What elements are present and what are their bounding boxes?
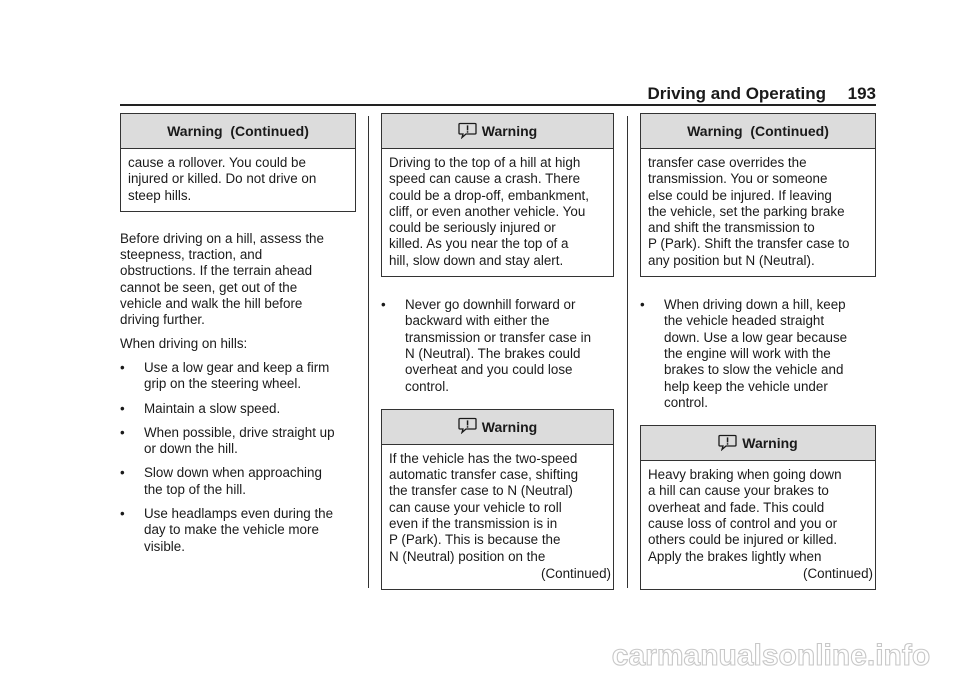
bullet-icon: •: [120, 465, 125, 481]
warning-line: Driving to the top of a hill at high: [389, 155, 581, 170]
warning-heading-text: Warning (Continued): [167, 122, 309, 139]
warning-line: transmission. You or someone: [648, 171, 828, 187]
text-line: driving further.: [120, 312, 205, 328]
text-line: Use headlamps even during the: [144, 506, 334, 522]
warning-box-body: [641, 461, 875, 589]
warning-box-body: [382, 445, 613, 589]
text-line: cannot be seen, get out of the: [120, 279, 298, 295]
warning-box-heading: [382, 410, 613, 445]
warning-line: killed. As you near the top of a: [389, 236, 569, 252]
warning-speech-bubble-icon: [458, 122, 477, 139]
warning-box-heading: [641, 426, 875, 461]
warning-box-continued: [120, 113, 356, 212]
warning-box-heading: [121, 114, 355, 149]
list-item: [120, 401, 356, 417]
list-item: [640, 297, 876, 411]
text-line: help keep the vehicle under: [664, 378, 828, 394]
warning-box-heading: [641, 114, 875, 149]
text-line: transmission or transfer case in: [405, 329, 592, 345]
warning-line: the vehicle, set the parking brake: [648, 203, 845, 219]
text-line: obstructions. If the terrain ahead: [120, 263, 313, 279]
bullet-icon: •: [120, 400, 125, 416]
warning-speech-bubble-icon: [718, 434, 737, 451]
warning-line: automatic transfer case, shifting: [389, 467, 579, 483]
column-divider-1: [368, 116, 369, 588]
list-item: [120, 465, 356, 498]
warning-line: transfer case overrides the: [648, 155, 807, 170]
bullet-icon: •: [640, 297, 645, 313]
warning-box-transfer-case: [381, 409, 614, 590]
warning-box-body: [382, 149, 613, 276]
warning-box-hill-top: [381, 113, 614, 277]
text-line: backward with either the: [405, 313, 550, 329]
column-1: [120, 113, 356, 563]
warning-line: P (Park). This is because the: [389, 532, 561, 548]
list-item: [381, 297, 614, 395]
text-line: Before driving on a hill, assess the: [120, 230, 324, 246]
column-3: [640, 113, 876, 590]
column-divider-2: [627, 116, 628, 588]
column-2: [381, 113, 614, 590]
warning-heading-text: Warning (Continued): [687, 122, 829, 139]
lead-text: When driving on hills:: [120, 335, 248, 351]
text-line: steepness, traction, and: [120, 247, 263, 263]
warning-heading-text: Warning: [481, 122, 538, 139]
warning-speech-bubble-icon: [458, 417, 477, 434]
text-line: Use a low gear and keep a firm: [144, 359, 330, 375]
section-title: Driving and Operating: [647, 84, 826, 103]
warning-line: could be seriously injured or: [389, 220, 556, 236]
warning-line: If the vehicle has the two-speed: [389, 450, 578, 466]
warning-box-heading: [382, 114, 613, 149]
warning-line: and shift the transmission to: [648, 220, 815, 236]
warning-line: hill, slow down and stay alert.: [389, 252, 564, 268]
list-item: [120, 360, 356, 393]
warning-line: cause a rollover. You could be: [128, 155, 306, 170]
warning-line: overheat and fade. This could: [648, 499, 825, 515]
text-line: brakes to slow the vehicle and: [664, 362, 844, 378]
text-line: control.: [405, 378, 449, 394]
text-line: overheat and you could lose: [405, 362, 573, 378]
text-line: Slow down when approaching: [144, 465, 322, 481]
warning-line: Heavy braking when going down: [648, 467, 842, 483]
warning-box-body: [121, 149, 355, 211]
warning-box-body: [641, 149, 875, 276]
warning-line: cliff, or even another vehicle. You: [389, 203, 586, 219]
warning-line: else could be injured. If leaving: [648, 187, 832, 203]
warning-line: Apply the brakes lightly when: [648, 548, 822, 564]
text-line: down. Use a low gear because: [664, 329, 848, 345]
intro-paragraph: [120, 231, 356, 329]
page-number: 193: [847, 84, 876, 103]
text-line: day to make the vehicle more: [144, 522, 319, 538]
list-item: [120, 506, 356, 555]
bullet-icon: •: [120, 359, 125, 375]
text-line: When possible, drive straight up: [144, 424, 335, 440]
text-line: the top of the hill.: [144, 481, 246, 497]
text-line: visible.: [144, 538, 185, 554]
warning-line: could be a drop-off, embankment,: [389, 187, 589, 203]
continued-label: (Continued): [803, 565, 873, 581]
bullet-icon: •: [120, 424, 125, 440]
bullet-icon: •: [120, 506, 125, 522]
warning-line: the transfer case to N (Neutral): [389, 483, 573, 499]
text-line: Maintain a slow speed.: [144, 400, 281, 416]
warning-line: P (Park). Shift the transfer case to: [648, 236, 850, 252]
bullet-icon: •: [381, 297, 386, 313]
text-line: control.: [664, 394, 708, 410]
header-rule: [120, 104, 876, 106]
warning-heading-text: Warning: [742, 435, 798, 451]
text-line: the vehicle headed straight: [664, 313, 825, 329]
text-line: or down the hill.: [144, 441, 238, 457]
text-line: vehicle and walk the hill before: [120, 296, 303, 312]
warning-line: speed can cause a crash. There: [389, 171, 581, 187]
warning-line: any position but N (Neutral).: [648, 252, 815, 268]
warning-line: can cause your vehicle to roll: [389, 499, 562, 515]
warning-box-heavy-braking: [640, 425, 876, 590]
text-line: grip on the steering wheel.: [144, 376, 302, 392]
text-line: When driving down a hill, keep: [664, 297, 846, 313]
warning-line: steep hills.: [128, 187, 192, 203]
watermark: [590, 636, 952, 674]
warning-line: even if the transmission is in: [389, 516, 558, 532]
warning-box-continued: [640, 113, 876, 277]
list-item: [120, 425, 356, 458]
text-line: N (Neutral). The brakes could: [405, 345, 581, 361]
text-line: Never go downhill forward or: [405, 297, 576, 313]
warning-line: injured or killed. Do not drive on: [128, 171, 317, 187]
warning-line: cause loss of control and you or: [648, 516, 838, 532]
warning-line: others could be injured or killed.: [648, 532, 838, 548]
text-line: the engine will work with the: [664, 345, 831, 361]
warning-heading-text: Warning: [481, 418, 538, 435]
watermark-text: carmanualsonline.info: [611, 639, 931, 672]
warning-line: a hill can cause your brakes to: [648, 483, 829, 499]
continued-label: (Continued): [541, 565, 611, 581]
warning-line: N (Neutral) position on the: [389, 548, 546, 564]
